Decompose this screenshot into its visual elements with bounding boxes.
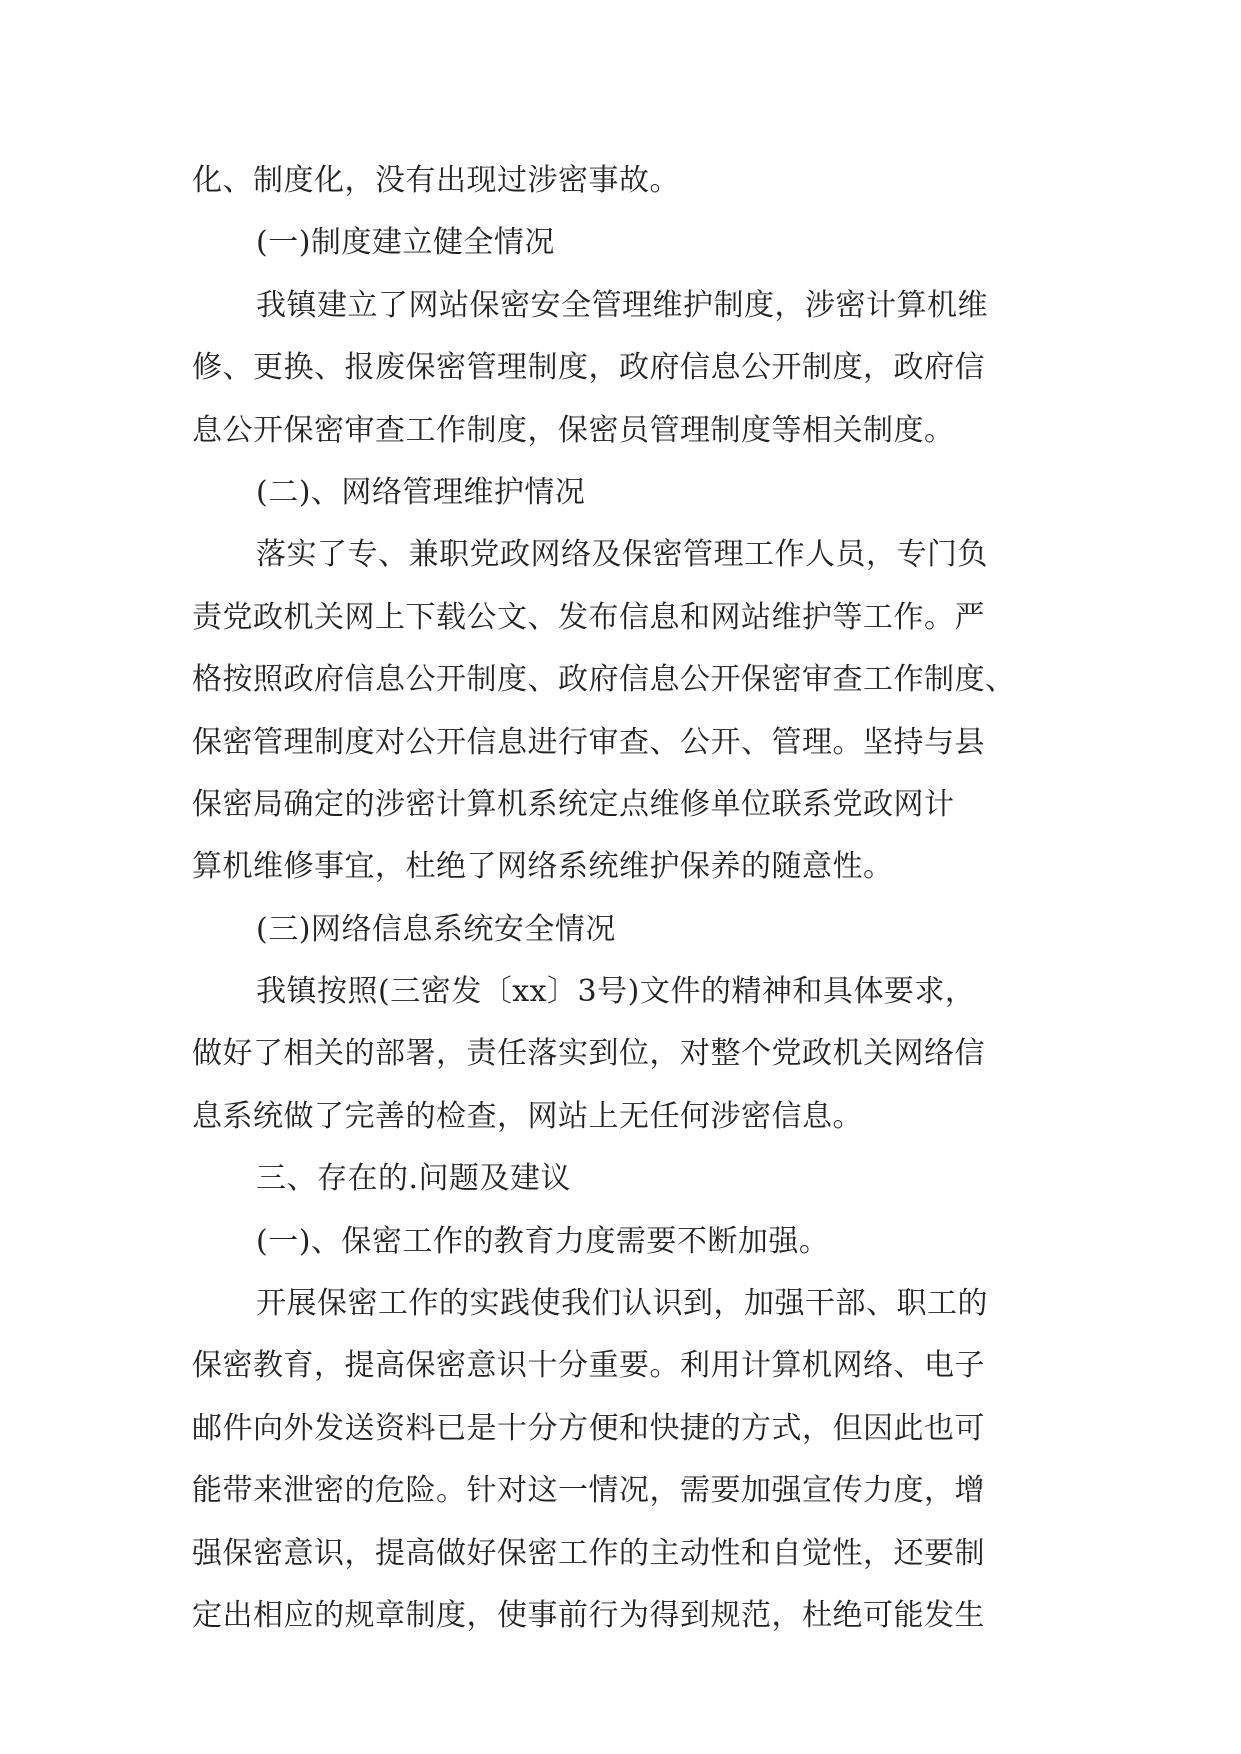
paragraph-line: 定出相应的规章制度，使事前行为得到规范，杜绝可能发生 [192,1597,985,1633]
section-heading: (三)网络信息系统安全情况 [256,911,616,947]
paragraph-line: 修、更换、报废保密管理制度，政府信息公开制度，政府信 [192,350,985,386]
paragraph-line: 开展保密工作的实践使我们认识到，加强干部、职工的 [256,1286,988,1322]
paragraph-line: 化、制度化，没有出现过涉密事故。 [192,163,680,198]
paragraph-line: 落实了专、兼职党政网络及保密管理工作人员，专门负 [256,537,988,573]
section-heading: (二)、网络管理维护情况 [256,474,586,510]
paragraph-line: 保密教育，提高保密意识十分重要。利用计算机网络、电子 [192,1348,985,1384]
paragraph-line: 保密局确定的涉密计算机系统定点维修单位联系党政网计 [192,786,955,822]
paragraph-line: 强保密意识，提高做好保密工作的主动性和自觉性，还要制 [192,1535,985,1571]
paragraph-line: 做好了相关的部署，责任落实到位，对整个党政机关网络信 [192,1036,985,1072]
paragraph-line: 责党政机关网上下载公文、发布信息和网站维护等工作。严 [192,599,985,635]
section-heading: 三、存在的.问题及建议 [256,1161,572,1197]
paragraph-line: 格按照政府信息公开制度、政府信息公开保密审查工作制度、 [192,662,1016,698]
paragraph-line: 我镇按照(三密发〔xx〕3号)文件的精神和具体要求， [256,974,976,1010]
paragraph-line: 能带来泄密的危险。针对这一情况，需要加强宣传力度，增 [192,1473,985,1509]
section-heading: (一)、保密工作的教育力度需要不断加强。 [256,1223,830,1259]
paragraph-line: 算机维修事宜，杜绝了网络系统维护保养的随意性。 [192,849,894,885]
document-body [192,150,1062,1647]
paragraph-line: 邮件向外发送资料已是十分方便和快捷的方式，但因此也可 [192,1410,985,1446]
paragraph-line: 我镇建立了网站保密安全管理维护制度，涉密计算机维 [256,287,988,323]
section-heading: (一)制度建立健全情况 [256,225,555,261]
paragraph-line: 保密管理制度对公开信息进行审查、公开、管理。坚持与县 [192,724,985,760]
paragraph-line: 息系统做了完善的检查，网站上无任何涉密信息。 [192,1098,863,1134]
paragraph-line: 息公开保密审查工作制度，保密员管理制度等相关制度。 [192,412,955,448]
